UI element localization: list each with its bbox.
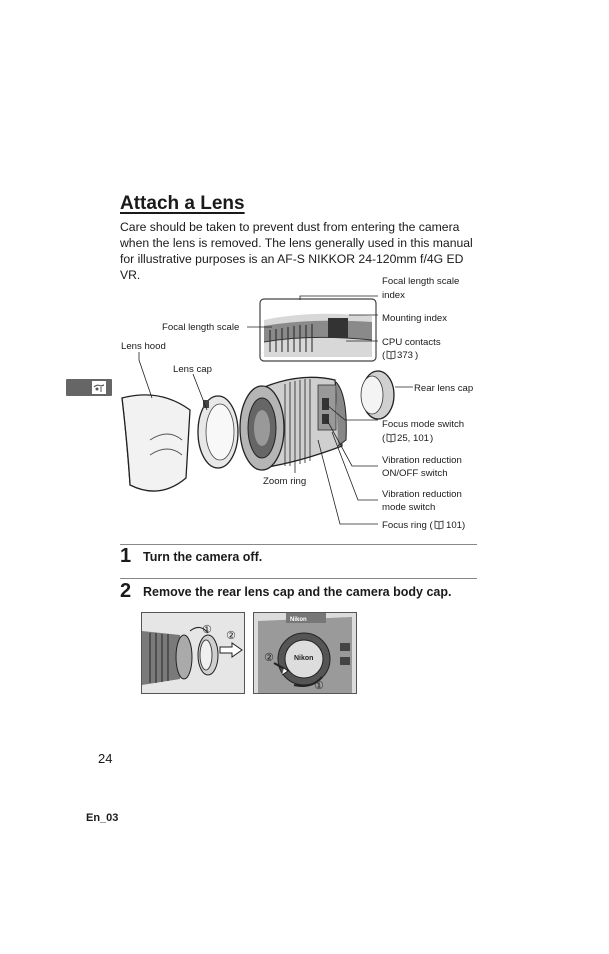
label-focus-ring: Focus ring ( [382,520,433,531]
step-number: 1 [120,545,132,567]
step-text: Turn the camera off. [143,550,263,564]
step-divider [120,578,477,579]
callout-1: ① [314,679,324,692]
label-focus-mode-ref: 25, 101 [397,433,430,444]
camera-brand-top: Nikon [290,617,307,623]
label-zoom-ring: Zoom ring [263,476,307,487]
focal-scale-inset [260,299,376,361]
callout-2: ② [226,629,236,642]
label-focal-index: Focal length scale [382,276,460,287]
lens-barrel-drawing [240,377,346,470]
label-focus-ring-ref: 101) [446,520,466,531]
callout-1: ① [202,623,212,636]
step-number: 2 [120,580,132,602]
label-vr-onoff: Vibration reduction [382,455,462,466]
page-number: 24 [98,751,113,766]
lens-cap-drawing [198,396,238,468]
step-divider [120,544,477,545]
intro-paragraph: Care should be taken to prevent dust from entering the camera when the lens is removed. The lens generally used in this manual for illustrative purposes is an AF-S NIKKOR 24-120mm f/4G ED VR. [120,220,473,282]
book-icon [435,521,443,529]
label-focus-mode-paren-open: ( [382,433,386,444]
label-lens-hood: Lens hood [121,341,166,352]
label-vr-mode-2: mode switch [382,502,436,513]
label-cpu-paren-close: ) [415,350,419,361]
body-cap-brand: Nikon [294,655,314,662]
photo-remove-body-cap [253,612,357,694]
label-focal-index-2: index [382,290,405,301]
book-icon [387,434,395,442]
document-code: En_03 [86,812,119,824]
label-vr-mode: Vibration reduction [382,489,462,500]
label-cpu-ref: 373 [397,350,414,361]
section-title: Attach a Lens [120,193,245,214]
label-cpu-contacts: CPU contacts [382,337,441,348]
label-vr-onoff-2: ON/OFF switch [382,468,448,479]
lens-hood-drawing [122,395,190,491]
step-text: Remove the rear lens cap and the camera body cap. [143,585,452,599]
callout-2: ② [264,651,274,664]
label-focus-mode-paren-close: ) [430,433,434,444]
book-icon [387,351,395,359]
photo-remove-rear-cap [141,612,245,694]
label-focus-mode: Focus mode switch [382,419,465,430]
label-cpu-paren-open: ( [382,350,386,361]
label-focal-scale: Focal length scale [162,322,240,333]
label-lens-cap: Lens cap [173,364,212,375]
label-rear-cap: Rear lens cap [414,383,474,394]
label-mounting-index: Mounting index [382,313,448,324]
rear-lens-cap-drawing [361,371,394,419]
